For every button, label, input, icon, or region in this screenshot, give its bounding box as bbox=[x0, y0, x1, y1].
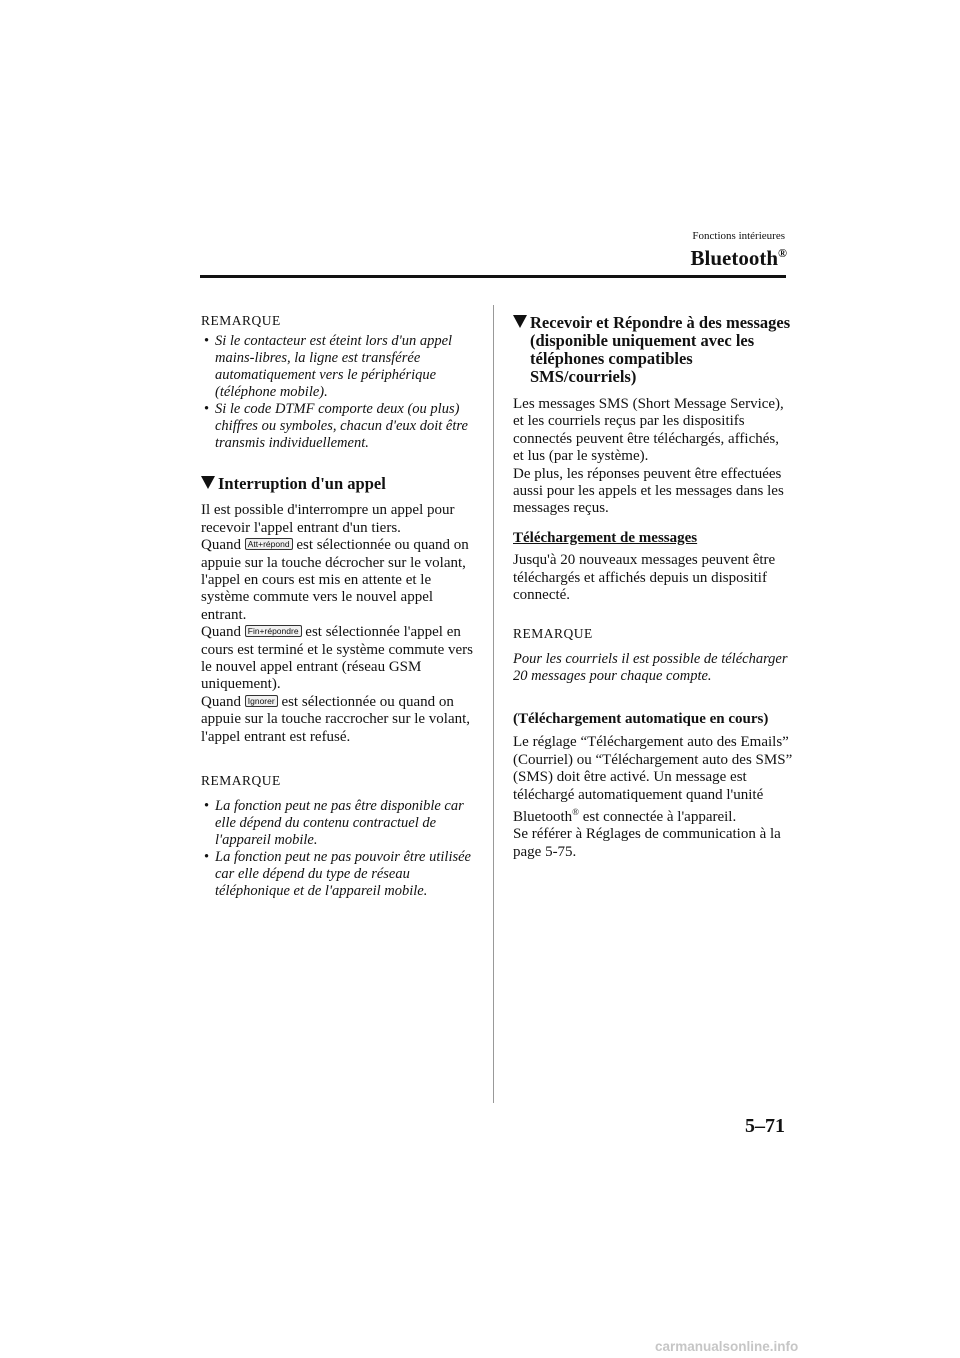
section-heading bbox=[201, 475, 481, 493]
paragraph bbox=[513, 734, 793, 826]
registered-mark: ® bbox=[572, 806, 580, 817]
header-section-label: Fonctions intérieures bbox=[692, 230, 785, 242]
paragraph-text: est connectée à l'appareil. bbox=[579, 808, 737, 825]
note-title: REMARQUE bbox=[201, 313, 281, 328]
note-list bbox=[201, 798, 481, 900]
right-column bbox=[513, 312, 793, 861]
note-list bbox=[201, 333, 481, 452]
note-text: Pour les courriels il est possible de télécharger 20 messages pour chaque compte. bbox=[513, 650, 788, 685]
paragraph: Jusqu'à 20 nouveaux messages peuvent être téléchargés et affichés depuis un dispositif connecté. bbox=[513, 552, 776, 604]
quand-word: Quand bbox=[201, 537, 241, 554]
section-heading-text: Recevoir et Répondre à des messages (disponible uniquement avec les téléphones compatibles SMS/courriels) bbox=[530, 313, 791, 386]
left-column bbox=[201, 312, 481, 900]
paragraph: Il est possible d'interrompre un appel pour recevoir l'appel entrant d'un tiers. bbox=[201, 502, 455, 536]
paragraph bbox=[201, 694, 481, 746]
subheading-download: Téléchargement de messages bbox=[513, 529, 698, 546]
note-item-text: Si le contacteur est éteint lors d'un appel mains-libres, la ligne est transférée automatiquement vers le périphérique (téléphone mobile). bbox=[215, 333, 453, 401]
triangle-marker-icon bbox=[513, 315, 527, 328]
note-item-text: La fonction peut ne pas être disponible car elle dépend du contenu contractuel de l'appareil mobile. bbox=[215, 797, 464, 848]
paragraph bbox=[201, 537, 481, 624]
page-number: 5–71 bbox=[745, 1115, 785, 1137]
note-item-text: La fonction peut ne pas pouvoir être utilisée car elle dépend du type de réseau téléphonique et de l'appareil mobile. bbox=[215, 848, 471, 899]
header-title-text: Bluetooth bbox=[690, 246, 779, 270]
paragraph: De plus, les réponses peuvent être effectuées aussi pour les appels et les messages dans les messages reçus. bbox=[513, 465, 784, 517]
paragraph-text: est sélectionnée ou quand on appuie sur la touche décrocher sur le volant, l'appel en cours est mis en attente et le système commute vers le nouvel appel entrant. bbox=[201, 537, 469, 623]
note-title: REMARQUE bbox=[513, 626, 593, 642]
paragraph: Les messages SMS (Short Message Service), et les courriels reçus par les dispositifs connectés peuvent être téléchargés, affichés, et lus (par le système). bbox=[513, 396, 784, 465]
quand-word: Quand bbox=[201, 624, 241, 641]
paragraph-text: est sélectionnée ou quand on appuie sur la touche raccrocher sur le volant, l'appel entrant est refusé. bbox=[201, 693, 471, 745]
bullet-icon: • bbox=[204, 797, 210, 814]
bullet-icon: • bbox=[204, 333, 210, 350]
note-item bbox=[201, 401, 481, 452]
triangle-marker-icon bbox=[201, 476, 215, 489]
end-answer-button-icon: Fin+répondre bbox=[245, 625, 302, 637]
note-item bbox=[201, 333, 481, 401]
subheading-auto-download: (Téléchargement automatique en cours) bbox=[513, 710, 769, 727]
bullet-icon: • bbox=[204, 848, 210, 865]
section-heading-text: Interruption d'un appel bbox=[218, 474, 386, 494]
quand-word: Quand bbox=[201, 693, 241, 710]
registered-mark: ® bbox=[778, 246, 787, 260]
paragraph: Se référer à Réglages de communication à la page 5-75. bbox=[513, 826, 781, 860]
paragraph-text: Le réglage “Téléchargement auto des Emails” (Courriel) ou “Téléchargement auto des SMS” (SMS) doit être activé. Un message est téléchargé automatiquement quand l'unité Bluetooth bbox=[513, 734, 793, 825]
note-item bbox=[201, 849, 481, 900]
column-divider bbox=[493, 305, 494, 1103]
note-item bbox=[201, 798, 481, 849]
ignore-button-icon: Ignorer bbox=[245, 695, 278, 707]
paragraph-text: est sélectionnée l'appel en cours est terminé et le système commute vers le nouvel appel entrant (réseau GSM uniquement). bbox=[201, 624, 473, 693]
section-heading bbox=[513, 314, 793, 386]
paragraph bbox=[201, 624, 481, 694]
note-title: REMARQUE bbox=[201, 773, 281, 789]
watermark: carmanualsonline.info bbox=[655, 1339, 799, 1354]
hold-answer-button-icon: Att+répond bbox=[245, 538, 293, 550]
bullet-icon: • bbox=[204, 401, 210, 418]
header-title bbox=[691, 246, 787, 271]
note-item-text: Si le code DTMF comporte deux (ou plus) chiffres ou symboles, chacun d'eux doit être transmis individuellement. bbox=[215, 401, 468, 452]
header-rule bbox=[200, 275, 786, 278]
